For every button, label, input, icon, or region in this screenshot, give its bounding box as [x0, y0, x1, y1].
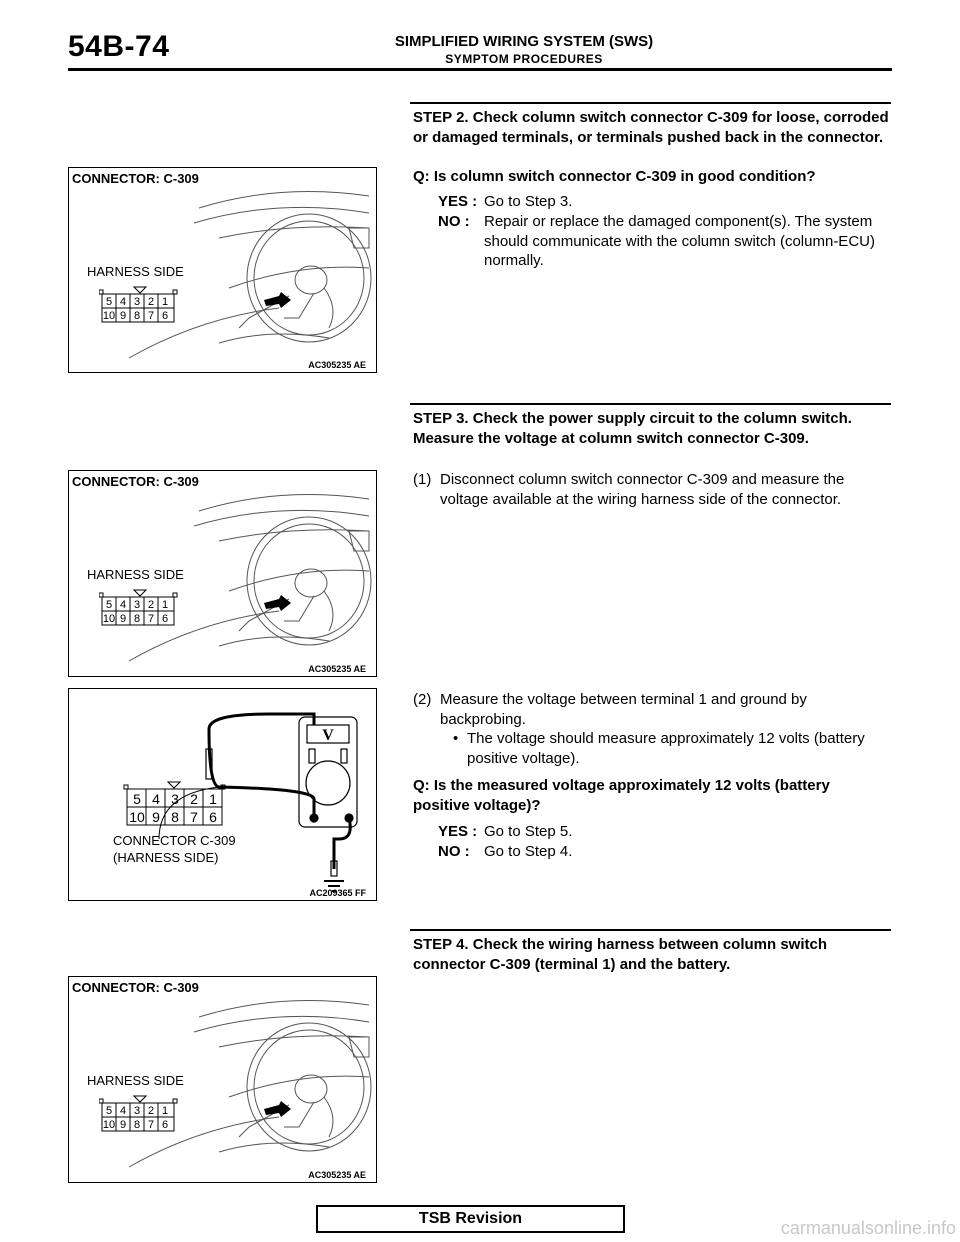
step3-sub2-text: Measure the voltage between terminal 1 and ground by backprobing.: [440, 691, 807, 728]
step3-sub1-text: Disconnect column switch connector C-309 and measure the voltage available at the wiring harness side of the connector.: [440, 471, 845, 508]
harness-side-label: HARNESS SIDE: [87, 1073, 184, 1088]
step3-yes-text: Go to Step 5.: [484, 823, 573, 840]
pin-8: 8: [133, 310, 141, 322]
pin-1: 1: [161, 599, 169, 611]
figure-connector-c309-2: [68, 470, 377, 677]
pin-10: 10: [102, 310, 116, 322]
connector-pinout: [99, 587, 189, 629]
pin-10: 10: [102, 613, 116, 625]
step2-question: Q: Is column switch connector C-309 in good condition?: [413, 168, 816, 185]
step3-sub1-num: (1): [413, 471, 432, 488]
voltmeter-caption-2: (HARNESS SIDE): [113, 850, 219, 865]
voltmeter-symbol: V: [322, 727, 334, 744]
step3-no-text: Go to Step 4.: [484, 843, 573, 860]
section-title: SIMPLIFIED WIRING SYSTEM (SWS): [394, 33, 654, 50]
pin-1: 1: [209, 791, 217, 807]
step3-bullet: The voltage should measure approximately 12 volts (battery positive voltage).: [467, 730, 865, 767]
pin-3: 3: [133, 1105, 141, 1117]
figure-code: AC305235 AE: [308, 360, 366, 370]
harness-side-label: HARNESS SIDE: [87, 264, 184, 279]
pin-5: 5: [105, 1105, 113, 1117]
figure-caption: CONNECTOR: C-309: [72, 474, 199, 489]
figure-voltmeter-measurement: [68, 688, 377, 901]
pin-2: 2: [190, 791, 198, 807]
voltmeter-illustration: [69, 689, 376, 900]
step2-yes-text: Go to Step 3.: [484, 193, 573, 210]
pin-10: 10: [129, 809, 145, 825]
pin-6: 6: [161, 613, 169, 625]
step3-sub2-num: (2): [413, 691, 432, 708]
pin-2: 2: [147, 599, 155, 611]
step2-no-text: Repair or replace the damaged component(s). The system should communicate with the column switch (column-ECU) normally.: [484, 213, 875, 269]
pin-5: 5: [105, 296, 113, 308]
step3-heading: STEP 3. Check the power supply circuit to the column switch. Measure the voltage at column switch connector C-309.: [413, 410, 852, 447]
step4-heading: STEP 4. Check the wiring harness between column switch connector C-309 (terminal 1) and the battery.: [413, 936, 828, 973]
pin-4: 4: [119, 599, 127, 611]
step3-rule: [410, 403, 891, 405]
tsb-revision-box: TSB Revision: [316, 1205, 625, 1233]
pin-6: 6: [209, 809, 217, 825]
connector-pinout: [99, 284, 189, 326]
step3-question: Q: Is the measured voltage approximately 12 volts (battery positive voltage)?: [413, 777, 830, 814]
pin-4: 4: [119, 296, 127, 308]
header-rule: [68, 68, 892, 71]
figure-caption: CONNECTOR: C-309: [72, 980, 199, 995]
figure-code: AC305235 AE: [308, 664, 366, 674]
step3-yes-label: YES :: [438, 823, 478, 840]
voltmeter-caption-1: CONNECTOR C-309: [113, 833, 236, 848]
step2-rule: [410, 102, 891, 104]
pin-8: 8: [171, 809, 179, 825]
pin-5: 5: [105, 599, 113, 611]
pin-7: 7: [190, 809, 198, 825]
pin-9: 9: [119, 310, 127, 322]
figure-connector-c309-1: [68, 167, 377, 373]
harness-side-label: HARNESS SIDE: [87, 567, 184, 582]
pin-6: 6: [161, 310, 169, 322]
step4-rule: [410, 929, 891, 931]
step2-heading: STEP 2. Check column switch connector C-309 for loose, corroded or damaged terminals, or terminals pushed back in the connector.: [413, 109, 889, 146]
step2-no-label: NO :: [438, 213, 470, 230]
pin-7: 7: [147, 613, 155, 625]
pin-8: 8: [133, 1119, 141, 1131]
pin-6: 6: [161, 1119, 169, 1131]
step3-no-label: NO :: [438, 843, 470, 860]
pin-3: 3: [133, 599, 141, 611]
pin-2: 2: [147, 296, 155, 308]
watermark: carmanualsonline.info: [780, 1218, 956, 1238]
pin-9: 9: [119, 613, 127, 625]
pin-5: 5: [133, 791, 141, 807]
pin-8: 8: [133, 613, 141, 625]
figure-code: AC209365 FF: [309, 888, 366, 898]
pin-1: 1: [161, 1105, 169, 1117]
figure-code: AC305235 AE: [308, 1170, 366, 1180]
pin-9: 9: [119, 1119, 127, 1131]
pin-7: 7: [147, 310, 155, 322]
step2-yes-label: YES :: [438, 193, 478, 210]
pin-1: 1: [161, 296, 169, 308]
figure-connector-c309-3: [68, 976, 377, 1183]
pin-4: 4: [119, 1105, 127, 1117]
section-subtitle: SYMPTOM PROCEDURES: [445, 52, 603, 66]
page-code: 54B-74: [68, 30, 170, 63]
figure-caption: CONNECTOR: C-309: [72, 171, 199, 186]
pin-10: 10: [102, 1119, 116, 1131]
pin-7: 7: [147, 1119, 155, 1131]
bullet-icon: •: [453, 730, 459, 747]
pin-3: 3: [133, 296, 141, 308]
pin-2: 2: [147, 1105, 155, 1117]
pin-3: 3: [171, 791, 179, 807]
connector-pinout: [99, 1093, 189, 1135]
pin-4: 4: [152, 791, 160, 807]
pin-9: 9: [152, 809, 160, 825]
